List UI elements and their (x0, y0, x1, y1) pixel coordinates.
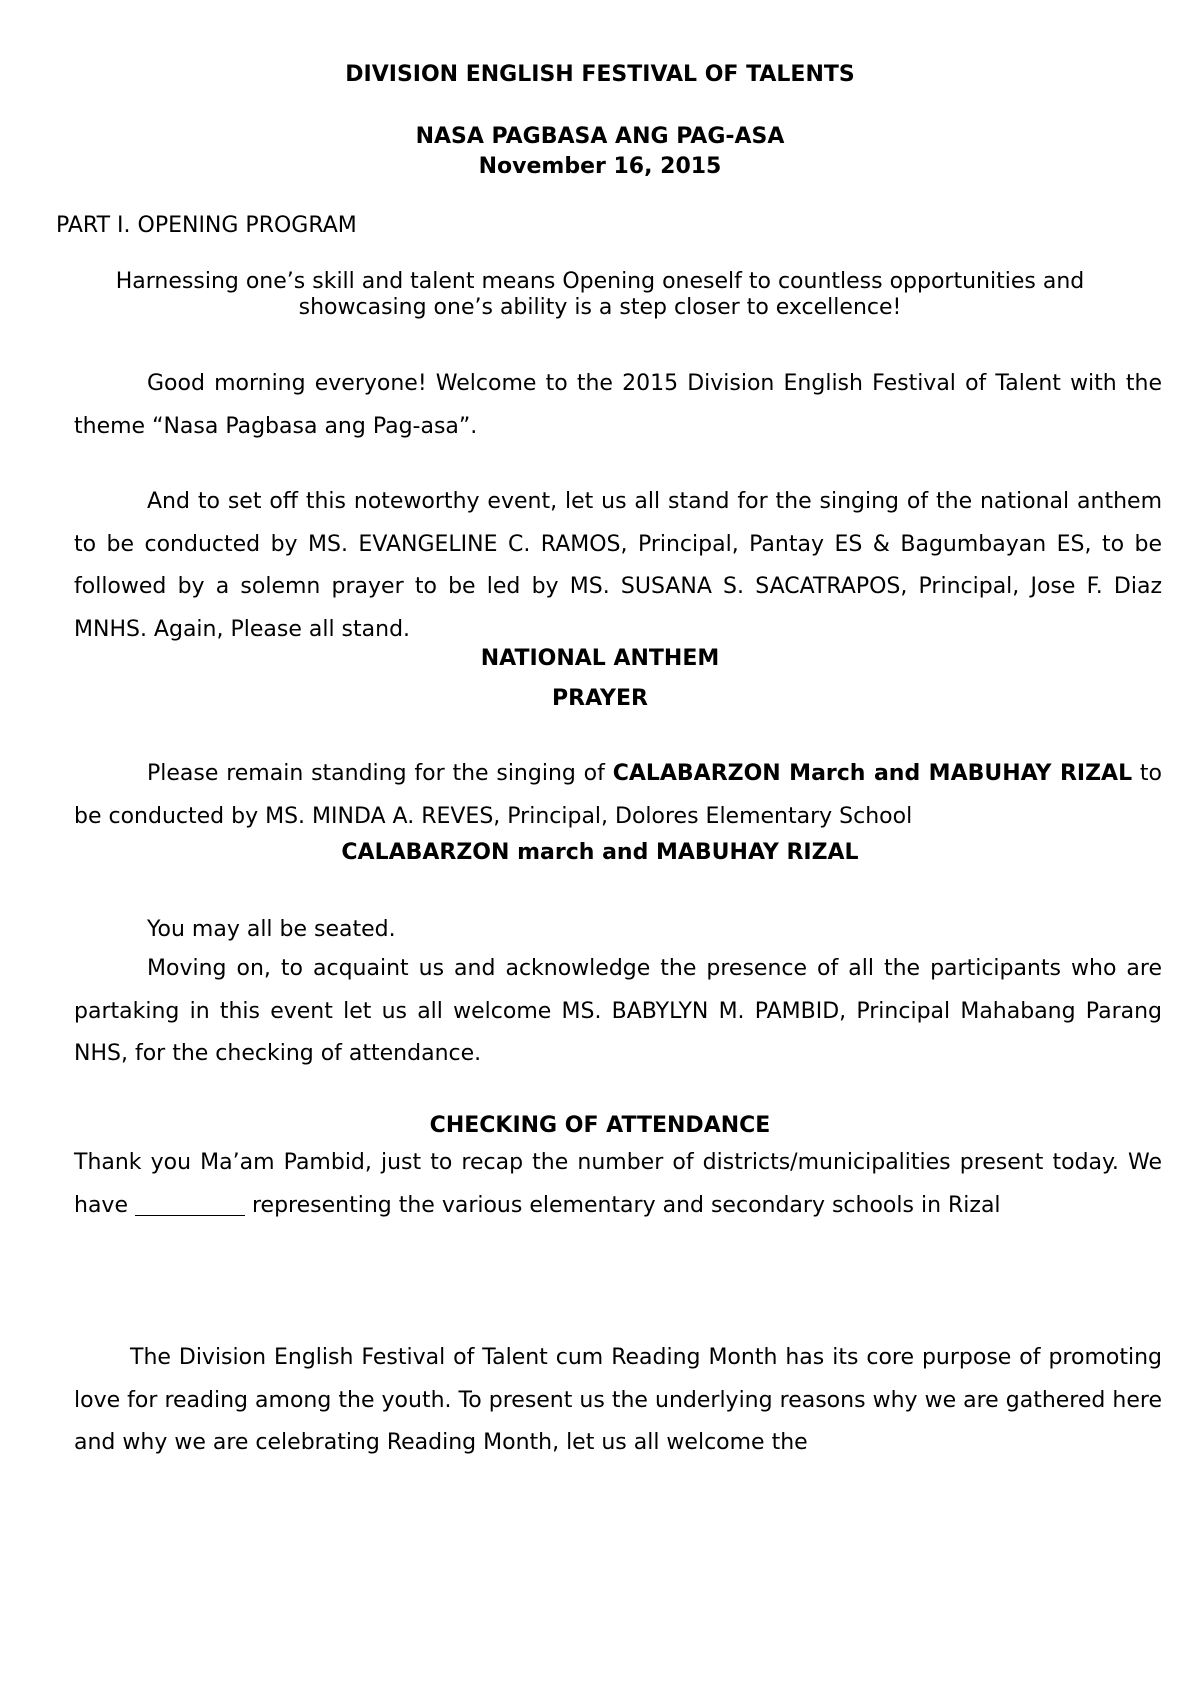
march-intro-paragraph (74, 753, 1162, 838)
march-intro-bold: CALABARZON March and MABUHAY RIZAL (612, 761, 1133, 786)
march-intro-after: to be conducted by MS. MINDA A. REVES, Principal, Dolores Elementary School (74, 761, 1162, 829)
event-theme: NASA PAGBASA ANG PAG-ASA (415, 124, 785, 149)
event-date: November 16, 2015 (478, 154, 722, 179)
march-intro-before: Please remain standing for the singing of (147, 761, 613, 786)
recap-before: Thank you Ma’am Pambid, just to recap the number of districts/municipalities present today. We have (74, 1150, 1162, 1218)
prayer-heading: PRAYER (552, 686, 648, 711)
attendance-heading: CHECKING OF ATTENDANCE (429, 1113, 771, 1138)
anthem-intro-paragraph: And to set off this noteworthy event, let us all stand for the singing of the national anthem to be conducted by MS. EVANGELINE C. RAMOS, Principal, Pantay ES & Bagumbayan ES, to be followed by a solemn prayer to be led by MS. SUSANA S. SACATRAPOS, Principal, Jose F. Diaz MNHS. Again, Please all stand. (74, 489, 1162, 642)
march-heading: CALABARZON march and MABUHAY RIZAL (341, 840, 859, 865)
part-heading: PART I. OPENING PROGRAM (56, 213, 357, 238)
welcome-paragraph: Good morning everyone! Welcome to the 2015 Division English Festival of Talent with the theme “Nasa Pagbasa ang Pag-asa”. (74, 371, 1162, 439)
recap-after: representing the various elementary and secondary schools in Rizal (244, 1192, 1001, 1218)
recap-paragraph (74, 1142, 1162, 1227)
document-title: DIVISION ENGLISH FESTIVAL OF TALENTS (345, 62, 855, 87)
motto-line-1: Harnessing one’s skill and talent means Opening oneself to countless opportunities and (115, 269, 1085, 294)
national-anthem-heading: NATIONAL ANTHEM (480, 646, 720, 671)
attendance-blank (135, 1193, 245, 1216)
attendance-intro-paragraph: Moving on, to acquaint us and acknowledge the presence of all the participants who are partaking in this event let us all welcome MS. BABYLYN M. PAMBID, Principal Mahabang Parang NHS, for the checking of attendance. (74, 956, 1162, 1066)
purpose-paragraph: The Division English Festival of Talent cum Reading Month has its core purpose of promoting love for reading among the youth. To present us the underlying reasons why we are gathered here and why we are celebrating Reading Month, let us all welcome the (74, 1345, 1162, 1455)
seated-line: You may all be seated. (147, 917, 396, 942)
motto-line-2: showcasing one’s ability is a step closer to excellence! (298, 295, 902, 320)
